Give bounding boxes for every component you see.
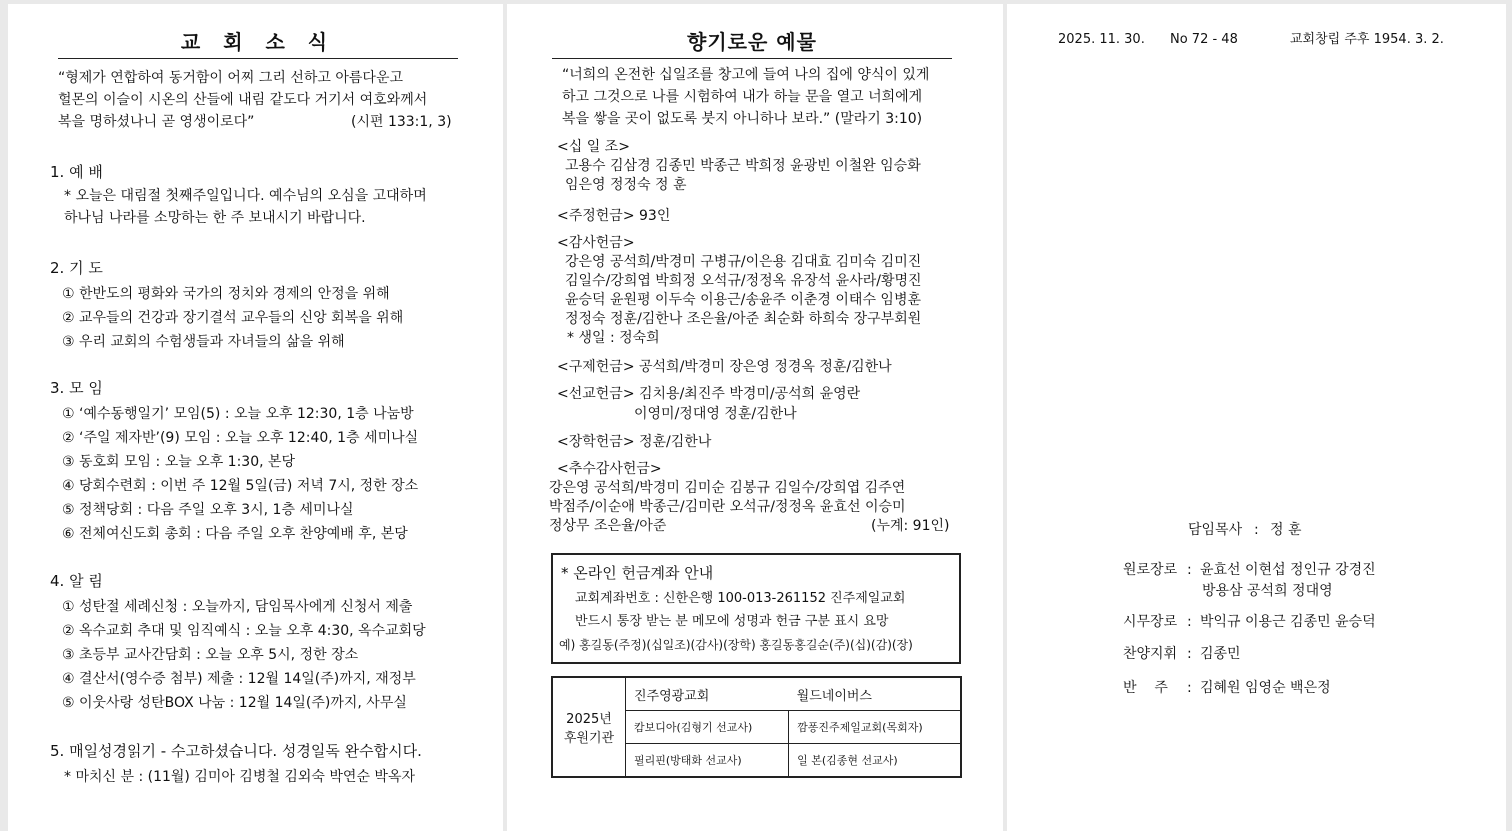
sponsor-cell: 일 본(김종현 선교사) — [789, 744, 961, 778]
bulletin-date: 2025. 11. 30. — [1058, 32, 1145, 47]
sponsor-org-label: 후원기관 — [563, 731, 615, 746]
offering-label: <감사헌금> — [557, 235, 635, 251]
sponsor-year-cell — [552, 677, 626, 777]
sponsor-cell: 필리핀(방태화 선교사) — [626, 744, 789, 778]
staff-role: 반 주 — [1123, 680, 1168, 696]
section-item: ③ 우리 교회의 수험생들과 자녀들의 삶을 위해 — [62, 334, 345, 350]
offering-label: <구제헌금> 공석희/박경미 장은영 정경옥 정훈/김한나 — [557, 359, 892, 375]
section-item: ⑤ 정책당회 : 다음 주일 오후 3시, 1층 세미나실 — [62, 502, 354, 518]
staff-separator: : — [1187, 562, 1192, 578]
offering-names: 강은영 공석희/박경미 김미순 김봉규 김일수/강희엽 김주연 — [549, 480, 906, 496]
cumulative-count: (누계: 91인) — [871, 518, 950, 534]
section-heading: 4. 알 림 — [50, 572, 103, 590]
offering-names: 이영미/정대영 정훈/김한나 — [634, 406, 797, 422]
staff-names: 박익규 이용근 김종민 윤승덕 — [1200, 614, 1376, 630]
staff-role: 찬양지휘 — [1123, 646, 1178, 662]
staff-names: 김혜원 임영순 백은정 — [1200, 680, 1331, 696]
offering-names: 고용수 김삼경 김종민 박종근 박희정 윤광빈 이철완 임승화 — [565, 158, 921, 174]
left-verse-line: “형제가 연합하여 동거함이 어찌 그리 선하고 아름다운고 — [58, 70, 404, 86]
mid-verse-line: “너희의 온전한 십일조를 창고에 들여 나의 집에 양식이 있게 — [562, 67, 930, 83]
section-item: ① 한반도의 평화와 국가의 정치와 경제의 안정을 위해 — [62, 286, 390, 302]
left-verse-ref: (시편 133:1, 3) — [351, 114, 452, 130]
section-heading: 5. 매일성경읽기 - 수고하셨습니다. 성경일독 완수합시다. — [50, 742, 422, 760]
staff-separator: : — [1254, 522, 1259, 538]
section-item: * 오늘은 대림절 첫째주일입니다. 예수님의 오심을 고대하며 — [64, 188, 427, 204]
right-page — [1007, 4, 1506, 831]
section-item: ③ 초등부 교사간담회 : 오늘 오후 5시, 정한 장소 — [62, 647, 359, 663]
offering-label: <추수감사헌금> — [557, 461, 662, 477]
staff-separator: : — [1187, 680, 1192, 696]
staff-separator: : — [1187, 646, 1192, 662]
sponsor-year: 2025년 — [566, 712, 612, 727]
staff-names: 정 훈 — [1270, 522, 1302, 538]
offering-label: <주정헌금> 93인 — [557, 208, 671, 224]
section-heading: 2. 기 도 — [50, 259, 103, 277]
section-item: ⑤ 이웃사랑 성탄BOX 나눔 : 12월 14일(주)까지, 사무실 — [62, 695, 407, 711]
middle-page-title: 향기로운 예물 — [687, 30, 817, 54]
online-account-box — [551, 553, 961, 664]
offering-names: 정상무 조은율/아준 — [549, 518, 667, 534]
section-item: ④ 당회수련회 : 이번 주 12월 5일(금) 저녁 7시, 정한 장소 — [62, 478, 419, 494]
offering-names: 박점주/이순애 박종근/김미란 오석규/정정옥 윤효선 이승미 — [549, 499, 906, 515]
left-page — [8, 4, 503, 831]
sponsor-cell: 깜퐁진주제일교회(목회자) — [789, 711, 961, 744]
staff-separator: : — [1187, 614, 1192, 630]
section-item: ② 옥수교회 추대 및 임직예식 : 오늘 오후 4:30, 옥수교회당 — [62, 623, 426, 639]
offering-label: <십 일 조> — [557, 139, 630, 155]
left-title-rule — [58, 58, 458, 59]
left-verse-line: 헐몬의 이슬이 시온의 산들에 내림 같도다 거기서 여호와께서 — [58, 92, 428, 108]
section-heading: 1. 예 배 — [50, 163, 103, 181]
offering-names: * 생일 : 정숙희 — [567, 330, 660, 346]
mid-verse-line: 복을 쌓을 곳이 없도록 붓지 아니하나 보라.” (말라기 3:10) — [562, 111, 923, 127]
account-memo-note: 반드시 통장 받는 분 메모에 성명과 헌금 구분 표시 요망 — [575, 614, 889, 629]
staff-names: 윤효선 이현섭 정인규 강경진 — [1200, 562, 1376, 578]
section-item: 하나님 나라를 소망하는 한 주 보내시기 바랍니다. — [64, 210, 366, 226]
offering-label: <선교헌금> 김치용/최진주 박경미/공석희 윤영란 — [557, 386, 861, 402]
sponsor-cell: 캄보디아(김형기 선교사) — [626, 711, 789, 744]
middle-title-rule — [552, 58, 952, 59]
sponsor-cell: 진주영광교회 — [626, 677, 789, 711]
middle-page — [507, 4, 1003, 831]
table-row — [552, 677, 961, 711]
section-item: ② ‘주일 제자반’(9) 모임 : 오늘 오후 12:40, 1층 세미나실 — [62, 430, 419, 446]
mid-verse-line: 하고 그것으로 나를 시험하여 내가 하늘 문을 열고 너희에게 — [562, 89, 923, 105]
offering-names: 정정숙 정훈/김한나 조은율/아준 최순화 하희숙 장구부회원 — [565, 311, 922, 327]
staff-role: 원로장로 — [1123, 562, 1178, 578]
section-heading: 3. 모 임 — [50, 379, 103, 397]
offering-names: 김일수/강희엽 박희정 오석규/정정옥 유장석 윤사라/황명진 — [565, 273, 922, 289]
staff-names: 김종민 — [1200, 646, 1241, 662]
staff-names: 방용삼 공석희 정대영 — [1202, 583, 1333, 599]
offering-names: 윤승덕 윤원평 이두숙 이용근/송윤주 이춘경 이태수 임병훈 — [565, 292, 921, 308]
staff-role: 시무장로 — [1123, 614, 1178, 630]
offering-label: <장학헌금> 정훈/김한나 — [557, 434, 712, 450]
staff-role: 담임목사 — [1188, 522, 1243, 538]
left-verse-line: 복을 명하셨나니 곧 영생이로다” — [58, 114, 255, 130]
sponsor-cell: 월드네이버스 — [789, 677, 961, 711]
left-page-title: 교 회 소 식 — [180, 30, 336, 54]
offering-names: 강은영 공석희/박경미 구병규/이은용 김대효 김미숙 김미진 — [565, 254, 922, 270]
church-founded: 교회창립 주후 1954. 3. 2. — [1290, 32, 1444, 47]
offering-names: 임은영 정정숙 정 훈 — [565, 177, 687, 193]
sponsor-table — [551, 676, 962, 778]
account-number: 교회계좌번호 : 신한은행 100-013-261152 진주제일교회 — [575, 591, 906, 606]
section-item: ① ‘예수동행일기’ 모임(5) : 오늘 오후 12:30, 1층 나눔방 — [62, 406, 414, 422]
bulletin-issue: No 72 - 48 — [1170, 32, 1238, 47]
section-item: ③ 동호회 모임 : 오늘 오후 1:30, 본당 — [62, 454, 296, 470]
section-item: ① 성탄절 세례신청 : 오늘까지, 담임목사에게 신청서 제출 — [62, 599, 413, 615]
account-example: 예) 홍길동(주정)(십일조)(감사)(장학) 홍길동홍길순(주)(십)(감)(장) — [559, 638, 913, 652]
section-item: ④ 결산서(영수증 첨부) 제출 : 12월 14일(주)까지, 재정부 — [62, 671, 416, 687]
section-item: ⑥ 전체여신도회 총회 : 다음 주일 오후 찬양예배 후, 본당 — [62, 526, 408, 542]
section-item: * 마치신 분 : (11월) 김미아 김병철 김외숙 박연순 박옥자 — [64, 769, 415, 785]
section-item: ② 교우들의 건강과 장기결석 교우들의 신앙 회복을 위해 — [62, 310, 404, 326]
account-title: * 온라인 헌금계좌 안내 — [561, 564, 714, 582]
